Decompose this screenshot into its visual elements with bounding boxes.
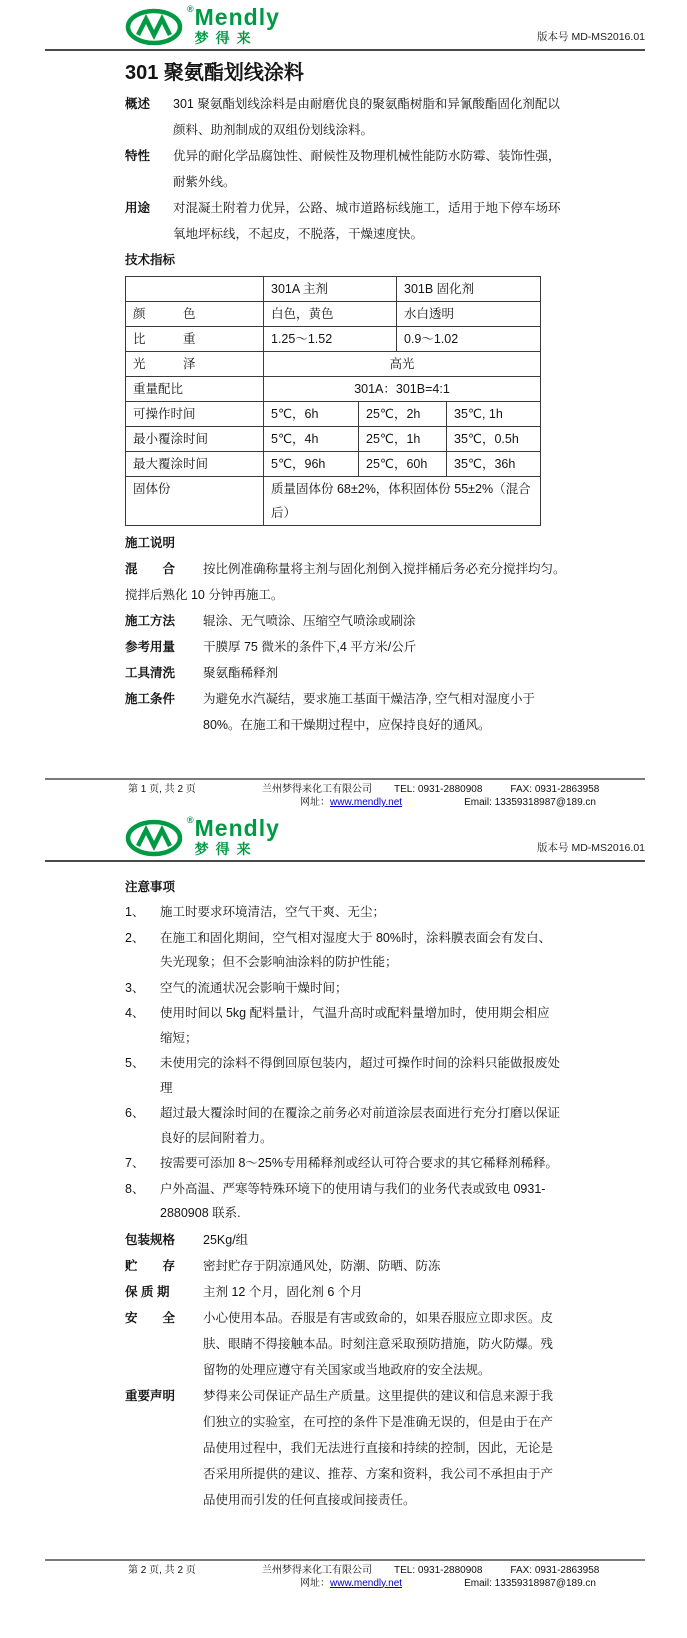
page2-footer	[45, 1559, 645, 1590]
table-row-header	[126, 277, 540, 302]
shelf-life-label: 保 质 期	[125, 1284, 170, 1299]
pot-25c-cell: 25℃，2h	[359, 402, 447, 426]
pot-35c-cell: 35℃, 1h	[454, 407, 503, 421]
note-number: 2、	[125, 930, 145, 945]
table-row-solids	[126, 477, 540, 525]
conditions-text: 为避免水汽凝结，要求施工基面干燥洁净, 空气相对湿度小于 80%。在施工和干燥期过程中，应保持良好的通风。	[203, 692, 535, 732]
mendly-logo-icon	[125, 817, 187, 857]
method-label: 施工方法	[125, 614, 176, 628]
note-text: 未使用完的涂料不得倒回原包装内，超过可操作时间的涂料只能做报废处理	[160, 1056, 561, 1095]
page1-footer	[45, 778, 645, 809]
note-text: 使用时间以 5kg 配料量计，气温升高时或配料量增加时，使用期会相应缩短；	[160, 1006, 550, 1045]
section-shelf-life	[125, 1279, 562, 1305]
page1-page-number: 第 1 页, 共 2 页	[128, 784, 196, 795]
section-safety	[125, 1305, 562, 1383]
max-25c-cell: 25℃，60h	[359, 452, 447, 476]
note-number: 6、	[125, 1106, 145, 1120]
features-label: 特性	[125, 149, 151, 163]
note-item-3	[125, 976, 562, 1001]
pot-label-cell: 可操作时间	[126, 402, 264, 426]
min-35c-cell: 35℃，0.5h	[454, 432, 519, 446]
cleaning-text: 聚氨酯稀释剂	[203, 666, 279, 680]
usage-label: 用途	[125, 201, 151, 215]
note-number: 1、	[125, 905, 145, 919]
max-label-cell: 最大覆涂时间	[126, 452, 264, 476]
features-text: 优异的耐化学品腐蚀性、耐候性及物理机械性能防水防霉、装饰性强，耐紫外线。	[173, 149, 561, 189]
note-text: 超过最大覆涂时间的在覆涂之前务必对前道涂层表面进行充分打磨以保证良好的层间附着力。	[160, 1106, 561, 1145]
footer-email: Email: 13359318987@189.cn	[464, 1577, 596, 1589]
color-label-cell: 颜 色	[126, 302, 264, 326]
method-text: 辊涂、无气喷涂、压缩空气喷涂或刷涂	[203, 614, 416, 628]
note-number: 8、	[125, 1181, 145, 1196]
tech-specs-heading: 技术指标	[125, 253, 176, 267]
note-text: 在施工和固化期间，空气相对湿度大于 80%时，涂料膜表面会有发白、失光现象；但不会影响油涂料的防护性能；	[160, 930, 551, 969]
page2-header	[45, 811, 645, 862]
section-overview	[125, 91, 562, 143]
min-5c-cell: 5℃，4h	[264, 427, 359, 451]
solids-value-cell: 质量固体份 68±2%，体积固体份 55±2%（混合后）	[271, 482, 531, 520]
note-item-5	[125, 1051, 562, 1100]
note-number: 5、	[125, 1056, 145, 1070]
version-label: 版本号 MD-MS2016.01	[537, 31, 645, 43]
website-link[interactable]: www.mendly.net	[330, 1577, 403, 1589]
construction-heading: 施工说明	[125, 536, 176, 550]
brand-name-cn: 梦得来	[194, 30, 258, 46]
section-mixing	[125, 556, 566, 582]
mixing-text-line2: 搅拌后熟化 10 分钟再施工。	[125, 588, 284, 602]
dosage-label: 参考用量	[125, 640, 176, 654]
section-storage	[125, 1253, 562, 1279]
note-text: 空气的流通状况会影响干燥时间；	[160, 980, 348, 995]
note-item-6	[125, 1101, 562, 1150]
table-row-color	[126, 302, 540, 327]
gravity-b-cell: 0.9～1.02	[404, 332, 459, 346]
note-number: 4、	[125, 1006, 145, 1020]
packing-text: 25Kg/组	[203, 1232, 249, 1247]
section-cleaning	[125, 660, 562, 686]
gravity-label-cell: 比 重	[126, 327, 264, 351]
page2-page-number: 第 2 页, 共 2 页	[128, 1564, 196, 1576]
overview-text: 301 聚氨酯划线涂料是由耐磨优良的聚氨酯树脂和异氰酸酯固化剂配以颜料、助剂制成的双组份划线涂料。	[173, 97, 560, 137]
registered-mark: ®	[187, 4, 194, 14]
website-link[interactable]: www.mendly.net	[330, 797, 403, 808]
notes-heading: 注意事项	[125, 880, 176, 894]
footer-tel: TEL: 0931-2880908	[394, 1564, 483, 1576]
company-logo	[125, 6, 280, 46]
note-text: 按需要可添加 8～25%专用稀释剂或经认可符合要求的其它稀释剂稀释。	[160, 1156, 558, 1170]
section-dosage	[125, 634, 562, 660]
section-method	[125, 608, 562, 634]
min-25c-cell: 25℃，1h	[359, 427, 447, 451]
table-row-pot-life	[126, 402, 540, 427]
brand-name: Mendly	[194, 4, 280, 30]
table-row-max-recoat	[126, 452, 540, 477]
ratio-value-cell: 301A：301B=4:1	[354, 382, 450, 396]
table-row-ratio	[126, 377, 540, 402]
page-2	[0, 811, 687, 1590]
footer-web-label: 网址：	[300, 1577, 330, 1589]
mixing-label: 混 合	[125, 562, 176, 576]
registered-mark: ®	[187, 815, 194, 825]
note-text: 施工时要求环境清洁，空气干爽、无尘；	[160, 905, 386, 919]
footer-email: Email: 13359318987@189.cn	[464, 797, 596, 808]
usage-text: 对混凝土附着力优异，公路、城市道路标线施工，适用于地下停车场环氧地坪标线，不起皮，不脱落，干燥速度快。	[173, 201, 561, 241]
max-35c-cell: 35℃，36h	[454, 457, 516, 471]
table-row-gloss	[126, 352, 540, 377]
min-label-cell: 最小覆涂时间	[126, 427, 264, 451]
company-logo-page2	[125, 817, 280, 857]
dosage-text: 干膜厚 75 微米的条件下,4 平方米/公斤	[203, 640, 417, 654]
footer-company-name: 兰州梦得来化工有限公司	[262, 784, 372, 795]
table-row-min-recoat	[126, 427, 540, 452]
document-title: 301 聚氨酯划线涂料	[125, 62, 304, 84]
section-features	[125, 143, 562, 195]
note-item-4	[125, 1001, 562, 1050]
mendly-logo-icon	[125, 6, 187, 46]
pot-5c-cell: 5℃，6h	[264, 402, 359, 426]
header-301b-cell: 301B 固化剂	[404, 282, 475, 296]
section-conditions	[125, 686, 562, 738]
note-item-8	[125, 1177, 562, 1226]
note-text: 户外高温、严寒等特殊环境下的使用请与我们的业务代表或致电 0931-2880908 联系.	[160, 1181, 546, 1220]
note-number: 3、	[125, 980, 145, 995]
note-item-1	[125, 900, 562, 925]
max-5c-cell: 5℃，96h	[264, 452, 359, 476]
storage-label: 贮 存	[125, 1258, 176, 1273]
page-1	[0, 0, 687, 809]
color-a-cell: 白色，黄色	[264, 302, 397, 326]
header-301a-cell: 301A 主剂	[264, 277, 397, 301]
gloss-value-cell: 高光	[389, 357, 415, 371]
note-item-2	[125, 926, 562, 975]
brand-name-cn: 梦得来	[194, 841, 258, 857]
footer-company-name: 兰州梦得来化工有限公司	[262, 1564, 372, 1576]
footer-web-label: 网址：	[300, 797, 330, 808]
section-packing	[125, 1227, 562, 1253]
section-statement	[125, 1383, 562, 1513]
note-item-7	[125, 1151, 562, 1176]
note-number: 7、	[125, 1156, 145, 1170]
cleaning-label: 工具清洗	[125, 666, 176, 680]
version-label-page2: 版本号 MD-MS2016.01	[537, 842, 645, 854]
header-blank-cell	[126, 277, 264, 301]
tech-specs-table	[125, 276, 541, 526]
color-b-cell: 水白透明	[404, 307, 455, 321]
gloss-label-cell: 光 泽	[126, 352, 264, 376]
footer-fax: FAX: 0931-2863958	[510, 784, 600, 795]
safety-text: 小心使用本品。吞服是有害或致命的，如果吞服应立即求医。皮肤、眼睛不得接触本品。时刻注意采取预防措施，防火防爆。残留物的处理应遵守有关国家或当地政府的安全法规。	[203, 1310, 554, 1377]
brand-name: Mendly	[194, 815, 280, 841]
shelf-life-text: 主剂 12 个月，固化剂 6 个月	[203, 1284, 363, 1299]
page1-header	[45, 0, 645, 51]
section-usage	[125, 195, 562, 247]
statement-label: 重要声明	[125, 1388, 176, 1403]
safety-label: 安 全	[125, 1310, 176, 1325]
overview-label: 概述	[125, 97, 151, 111]
ratio-label-cell: 重量配比	[126, 377, 264, 401]
mixing-text: 按比例准确称量将主剂与固化剂倒入搅拌桶后务必充分搅拌均匀。	[203, 562, 566, 576]
footer-tel: TEL: 0931-2880908	[394, 784, 483, 795]
storage-text: 密封贮存于阴凉通风处，防潮、防晒、防冻	[203, 1258, 441, 1273]
packing-label: 包装规格	[125, 1232, 176, 1247]
footer-fax: FAX: 0931-2863958	[510, 1564, 600, 1576]
solids-label-cell: 固体份	[126, 477, 264, 525]
conditions-label: 施工条件	[125, 692, 176, 706]
table-row-gravity	[126, 327, 540, 352]
footer-web	[300, 796, 402, 809]
footer-web	[300, 1577, 402, 1590]
statement-text: 梦得来公司保证产品生产质量。这里提供的建议和信息来源于我们独立的实验室，在可控的条件下是准确无误的，但是由于在产品使用过程中，我们无法进行直接和持续的控制，因此，无论是否采用所提供的建议、推荐、方案和资料，我公司不承担由于产品使用而引发的任何直接或间接责任。	[203, 1388, 554, 1507]
gravity-a-cell: 1.25～1.52	[264, 327, 397, 351]
